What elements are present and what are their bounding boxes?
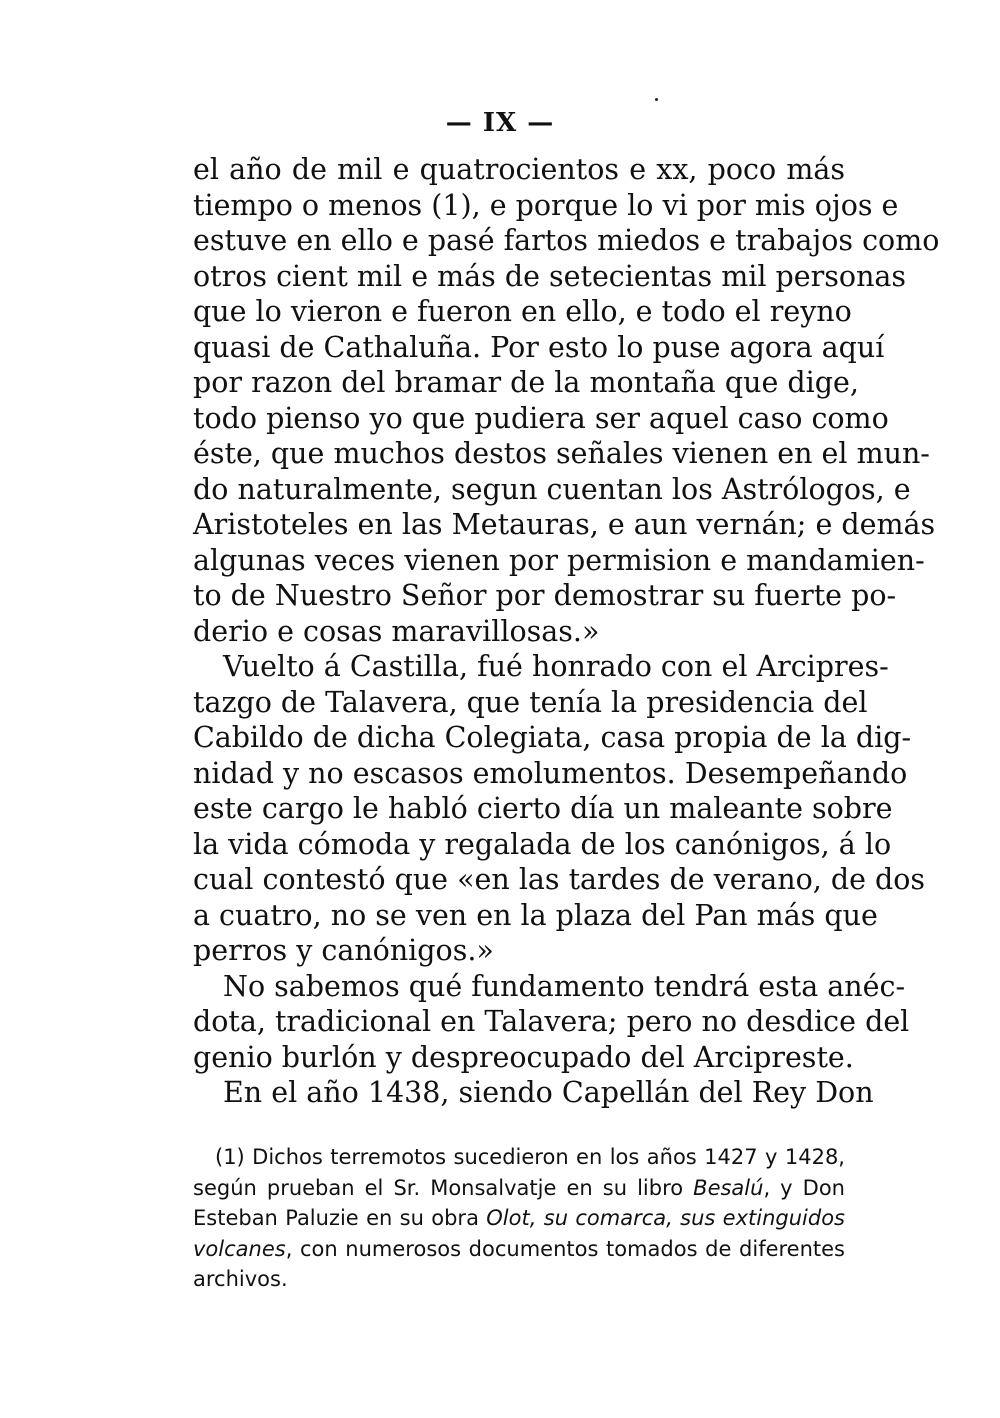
body-text (193, 152, 940, 1111)
text-line: No sabemos qué fundamento tendrá esta anéc- (223, 969, 906, 1003)
text-line: por razon del bramar de la montaña que dige, (193, 366, 859, 399)
text-line: do naturalmente, segun cuentan los Astrólogos, e (193, 472, 911, 506)
text-line: que lo vieron e fueron en ello, e todo el reyno (193, 295, 852, 328)
text-line: éste, que muchos destos señales vienen en el mun- (193, 437, 930, 470)
footnote-text: , y Don (763, 1175, 845, 1200)
text-line: tiempo o menos (1), e porque lo vi por mis ojos e (193, 188, 899, 222)
text-line: cual contestó que «en las tardes de verano, de dos (193, 863, 926, 896)
page-number: — IX — (445, 108, 555, 138)
text-line: tazgo de Talavera, que tenía la presidencia del (193, 685, 868, 719)
text-line: Vuelto á Castilla, fué honrado con el Arcipres- (223, 650, 889, 683)
text-line: la vida cómoda y regalada de los canónigos, á lo (193, 827, 892, 861)
ink-speck (655, 98, 658, 101)
footnote (193, 1142, 845, 1295)
text-line: el año de mil e quatrocientos e xx, poco más (193, 153, 845, 186)
work-title: volcanes (193, 1236, 286, 1261)
work-title: Olot, su comarca, sus extinguidos (486, 1206, 845, 1230)
book-title: Besalú (693, 1175, 764, 1200)
text-line: algunas veces vienen por permision e mandamien- (193, 543, 925, 577)
text-line: todo pienso yo que pudiera ser aquel caso como (193, 401, 889, 435)
text-line: En el año 1438, siendo Capellán del Rey Don (223, 1076, 874, 1109)
text-line: perros y canónigos.» (193, 934, 494, 967)
text-line: Cabildo de dicha Colegiata, casa propia de la dig- (193, 721, 912, 754)
text-line: dota, tradicional en Talavera; pero no desdice del (193, 1005, 910, 1038)
text-line: nidad y no escasos emolumentos. Desempeñando (193, 756, 908, 790)
footnote-text: , con numerosos documentos tomados de diferentes (285, 1236, 845, 1261)
text-line: Aristoteles en las Metauras, e aun vernán; e demás (193, 508, 936, 541)
footnote-line: archivos. (193, 1267, 288, 1291)
footnote-line (193, 1203, 845, 1234)
text-line: derio e cosas maravillosas.» (193, 614, 600, 648)
text-line: to de Nuestro Señor por demostrar su fuerte po- (193, 579, 897, 612)
footnote-line (193, 1234, 845, 1265)
text-line: a cuatro, no se ven en la plaza del Pan más que (193, 898, 878, 932)
text-line: quasi de Cathaluña. Por esto lo puse agora aquí (193, 330, 885, 364)
footnote-line: (1) Dichos terremotos sucedieron en los años 1427 y 1428, (215, 1145, 845, 1169)
text-line: genio burlón y despreocupado del Arcipreste. (193, 1040, 854, 1074)
footnote-line (193, 1173, 845, 1204)
footnote-text: Esteban Paluzie en su obra (193, 1206, 487, 1230)
text-line: otros cient mil e más de setecientas mil personas (193, 259, 907, 293)
footnote-text: según prueban el Sr. Monsalvatje en su libro (193, 1175, 694, 1200)
text-line: este cargo le habló cierto día un maleante sobre (193, 792, 893, 825)
text-line: estuve en ello e pasé fartos miedos e trabajos como (193, 224, 940, 257)
